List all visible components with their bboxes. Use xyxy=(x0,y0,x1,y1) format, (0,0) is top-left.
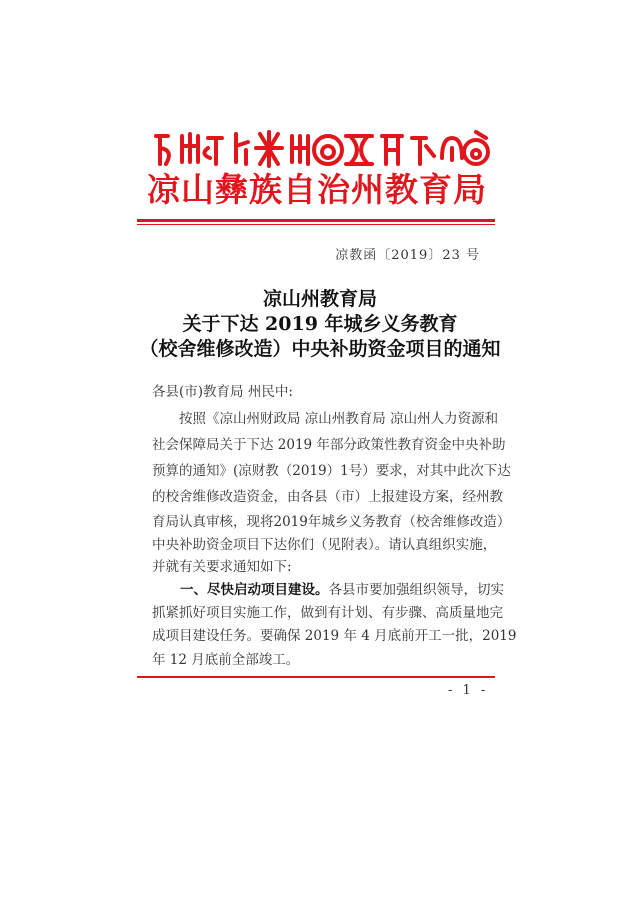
title-line-3: （校舍维修改造）中央补助资金项目的通知 xyxy=(139,338,501,360)
section-1-first-line xyxy=(152,579,504,601)
body-line: 预算的通知》(凉财教（2019）1号）要求，对其中此次下达 xyxy=(152,463,511,479)
letterhead-divider-thick xyxy=(137,219,495,222)
body-line: 社会保障局关于下达 2019 年部分政策性教育资金中央补助 xyxy=(152,437,506,453)
title-line-1: 凉山州教育局 xyxy=(262,288,377,310)
footer-divider xyxy=(137,676,495,678)
letterhead-organization: 凉山彝族自治州教育局 xyxy=(147,170,487,209)
body-line: 抓紧抓好项目实施工作，做到有计划、有步骤、高质量地完 xyxy=(152,605,503,621)
body-line: 并就有关要求通知如下: xyxy=(152,559,292,575)
section-1-text: 各县市要加强组织领导，切实 xyxy=(328,582,504,598)
body-line: 的校舍维修改造资金，由各县（市）上报建设方案，经州教 xyxy=(152,489,503,505)
yi-script-letterhead xyxy=(150,128,490,170)
body-line: 成项目建设任务。要确保 2019 年 4 月底前开工一批，2019 xyxy=(152,628,517,644)
section-1-heading: 一、尽快启动项目建设。 xyxy=(180,582,329,598)
letterhead-divider-thin xyxy=(137,224,495,225)
document-number: 凉教函〔2019〕23 号 xyxy=(335,248,480,263)
page-number: - 1 - xyxy=(448,683,489,698)
salutation: 各县(市)教育局 州民中: xyxy=(152,384,293,400)
body-line: 中央补助资金项目下达你们（见附表）。请认真组织实施， xyxy=(152,537,497,553)
body-line: 育局认真审核，现将2019年城乡义务教育（校舍维修改造） xyxy=(152,514,511,530)
body-line: 年 12 月底前全部竣工。 xyxy=(152,652,300,668)
title-line-2: 关于下达 2019 年城乡义务教育 xyxy=(182,313,458,335)
body-line: 按照《凉山州财政局 凉山州教育局 凉山州人力资源和 xyxy=(152,411,499,427)
